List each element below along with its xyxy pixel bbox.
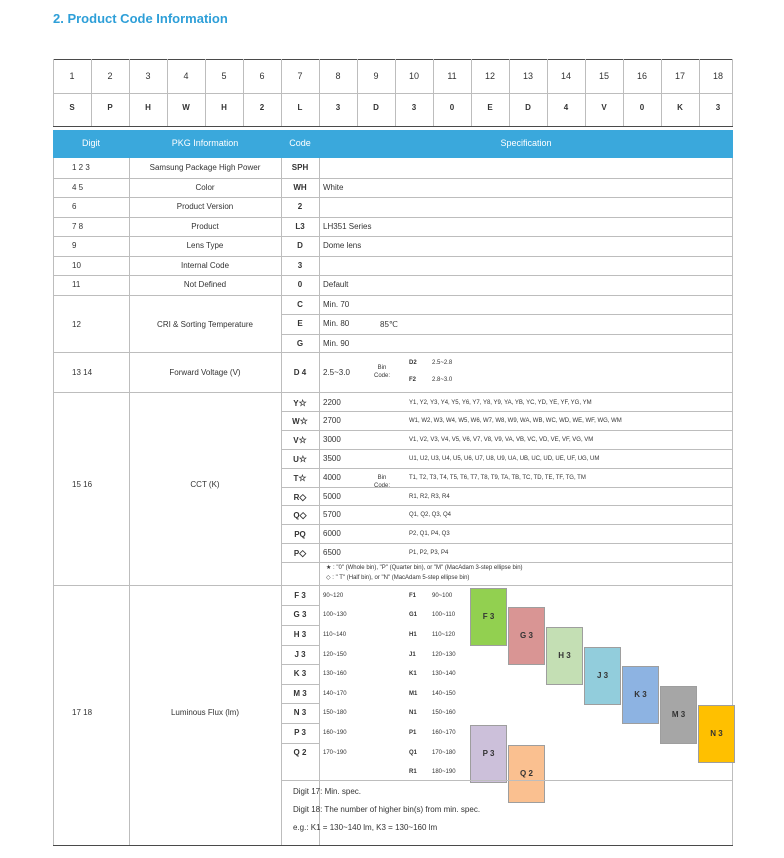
row-info: Samsung Package High Power: [149, 163, 261, 172]
flux-bin: P1: [409, 729, 417, 736]
fv-code: D 4: [293, 367, 307, 377]
column-divider: [732, 178, 733, 198]
header-digit: Digit: [81, 138, 100, 148]
code-divider: [281, 723, 319, 724]
column-divider: [732, 295, 733, 353]
column-divider: [53, 295, 54, 353]
cct-code: [281, 530, 319, 539]
flux-bin-block: H 3: [546, 627, 583, 685]
column-divider: [585, 59, 586, 126]
position-number: 15: [598, 71, 609, 81]
code-letter: P: [107, 103, 113, 112]
flux-bin: K1: [409, 671, 417, 678]
row-code: 3: [297, 260, 303, 270]
flux-bin-block: K 3: [622, 666, 659, 724]
column-divider: [281, 275, 282, 295]
code-divider: [281, 664, 319, 665]
star-icon: ☆: [298, 453, 307, 464]
flux-bin: R1: [409, 769, 417, 776]
cct-bins: R1, R2, R3, R4: [409, 493, 450, 500]
column-divider: [281, 178, 282, 198]
flux-code: Q 2: [293, 747, 307, 757]
row-code: 0: [297, 280, 303, 289]
column-divider: [732, 59, 733, 126]
code-letter: D: [525, 103, 531, 112]
code-letter: 0: [639, 103, 645, 112]
row-info: Lens Type: [186, 241, 224, 250]
flux-bin-range: 100~110: [432, 612, 456, 619]
fv-bin-range: 2.8~3.0: [432, 376, 453, 383]
code-divider: [281, 314, 733, 315]
position-number: 14: [560, 71, 571, 81]
column-divider: [732, 275, 733, 295]
row-code: 2: [297, 202, 303, 211]
bin-code-label: Bin: [377, 474, 387, 481]
cct-code-letter: PQ: [294, 530, 306, 540]
cct-bins: V1, V2, V3, V4, V5, V6, V7, V8, V9, VA, VB, VC, VD, VE, VF, VG, VM: [409, 437, 594, 444]
code-divider: [281, 334, 733, 335]
code-letter: H: [221, 103, 227, 112]
flux-bin-block: M 3: [660, 686, 697, 744]
column-divider: [395, 59, 396, 126]
cri-spec: Min. 90: [323, 338, 350, 348]
fv-bin-code: D2: [409, 359, 417, 366]
code-divider: [281, 605, 319, 606]
cct-bins: U1, U2, U3, U4, U5, U6, U7, U8, U9, UA, UB, UC, UD, UE, UF, UG, UM: [409, 455, 600, 462]
column-divider: [433, 59, 434, 126]
cct-code-letter: R: [293, 492, 300, 502]
code-letter: 3: [715, 103, 721, 112]
position-number: 4: [183, 71, 189, 81]
section-title: 2. Product Code Information: [53, 11, 228, 26]
cct-code: [281, 436, 319, 445]
code-divider: [281, 625, 319, 626]
row-divider: [53, 126, 733, 127]
row-info: Not Defined: [183, 280, 227, 289]
diamond-icon: ◇: [299, 491, 307, 502]
column-divider: [319, 275, 320, 295]
row-code: L3: [295, 221, 305, 231]
code-divider: [281, 645, 319, 646]
position-number: 5: [221, 71, 227, 81]
column-divider: [319, 295, 320, 353]
cct-value: 3500: [323, 453, 341, 463]
flux-range: 100~130: [323, 612, 347, 619]
row-digit: 9: [72, 241, 77, 250]
column-divider: [281, 256, 282, 276]
code-letter: L: [297, 103, 303, 112]
flux-note: e.g.: K1 = 130~140 lm, K3 = 130~160 lm: [293, 822, 438, 832]
cct-value: 3000: [323, 435, 341, 445]
position-number: 10: [408, 71, 419, 81]
column-divider: [319, 393, 320, 586]
column-divider: [281, 59, 282, 126]
position-number: 16: [636, 71, 647, 81]
cct-bins: Y1, Y2, Y3, Y4, Y5, Y6, Y7, Y8, Y9, YA, YB, YC, YD, YE, YF, YG, YM: [409, 399, 592, 406]
column-divider: [319, 178, 320, 198]
star-icon: ☆: [298, 397, 307, 408]
cct-code-letter: T: [293, 473, 299, 483]
column-divider: [129, 158, 130, 178]
code-letter: 3: [335, 103, 341, 112]
column-divider: [129, 197, 130, 217]
star-icon: ☆: [298, 472, 307, 483]
row-code: D: [297, 241, 303, 250]
column-divider: [281, 197, 282, 217]
position-number: 1: [69, 71, 75, 81]
table-bottom-border: [53, 845, 733, 846]
bin-code-label: Bin: [377, 364, 387, 371]
column-divider: [732, 158, 733, 178]
cri-spec: Min. 70: [323, 299, 350, 309]
row-divider: [53, 236, 733, 237]
flux-bin-range: 150~160: [432, 710, 456, 717]
cct-code: [281, 549, 319, 558]
column-divider: [129, 256, 130, 276]
row-spec: Default: [323, 280, 349, 289]
cct-bins: Q1, Q2, Q3, Q4: [409, 512, 452, 519]
flux-bin: H1: [409, 631, 417, 638]
column-divider: [319, 197, 320, 217]
flux-range: 110~140: [323, 631, 347, 638]
column-divider: [53, 178, 54, 198]
cct-value: 2200: [323, 397, 341, 407]
cct-code-letter: Y: [293, 398, 299, 408]
code-divider: [281, 430, 733, 431]
column-divider: [623, 59, 624, 126]
flux-code: K 3: [293, 669, 307, 679]
flux-code: H 3: [293, 629, 307, 639]
row-digit: 1 2 3: [72, 163, 90, 172]
position-number: 17: [674, 71, 685, 81]
position-number: 9: [373, 71, 379, 81]
flux-bin: M1: [409, 690, 418, 697]
column-divider: [732, 353, 733, 393]
flux-bin-range: 120~130: [432, 651, 456, 658]
code-letter: 4: [563, 103, 569, 112]
position-number: 11: [447, 71, 457, 81]
row-info: Product: [191, 221, 219, 231]
row-divider: [53, 256, 733, 257]
column-divider: [281, 217, 282, 237]
row-spec: Dome lens: [323, 241, 362, 250]
column-divider: [732, 393, 733, 586]
cct-value: 6000: [323, 529, 341, 539]
row-code: SPH: [291, 163, 309, 172]
cri-info: CRI & Sorting Temperature: [157, 319, 253, 329]
fv-bin-code: F2: [409, 376, 417, 383]
row-spec: White: [323, 182, 344, 192]
bin-code-label: Code:: [373, 372, 390, 379]
flux-bin: N1: [409, 710, 417, 717]
cct-value: 6500: [323, 547, 341, 557]
column-divider: [732, 256, 733, 276]
row-digit: 4 5: [72, 182, 84, 192]
row-divider: [53, 197, 733, 198]
cct-value: 4000: [323, 472, 341, 482]
code-divider: [281, 411, 733, 412]
row-info: Internal Code: [180, 260, 230, 270]
flux-digit: 17 18: [72, 707, 93, 717]
position-number: 3: [145, 71, 151, 81]
code-letter: 0: [449, 103, 455, 112]
flux-bin-block: F 3: [470, 588, 507, 646]
cct-value: 5000: [323, 491, 341, 501]
cct-code-letter: P: [293, 548, 300, 558]
header-specification: Specification: [500, 138, 552, 148]
flux-note: Digit 18: The number of higher bin(s) from min. spec.: [293, 804, 481, 814]
row-divider: [53, 295, 733, 296]
cct-info: CCT (K): [190, 479, 220, 489]
flux-bin-block: N 3: [698, 705, 735, 763]
flux-range: 120~150: [323, 651, 347, 658]
code-divider: [281, 505, 733, 506]
code-letter: E: [487, 103, 493, 112]
flux-note: Digit 17: Min. spec.: [293, 786, 362, 796]
cct-bins: P1, P2, P3, P4: [409, 549, 449, 556]
flux-code: F 3: [294, 590, 306, 600]
column-divider: [129, 217, 130, 237]
flux-bin-block: P 3: [470, 725, 507, 783]
column-divider: [732, 197, 733, 217]
row-code: WH: [293, 182, 307, 192]
column-divider: [319, 353, 320, 393]
flux-bin-range: 110~120: [432, 631, 456, 638]
star-icon: ☆: [298, 435, 307, 446]
star-icon: ☆: [299, 416, 308, 427]
column-divider: [53, 275, 54, 295]
position-number: 12: [484, 71, 495, 81]
column-divider: [319, 217, 320, 237]
cct-code: [281, 417, 319, 426]
code-divider: [281, 524, 733, 525]
code-divider: [281, 743, 319, 744]
cct-note: ◇ : " T" (Half bin), or "N" (MacAdam 5-step ellipse bin): [326, 574, 470, 581]
code-divider: [281, 562, 733, 563]
code-divider: [281, 487, 733, 488]
column-divider: [129, 393, 130, 586]
column-divider: [129, 178, 130, 198]
flux-bin-block: J 3: [584, 647, 621, 705]
column-divider: [661, 59, 662, 126]
flux-code: N 3: [293, 708, 307, 718]
column-divider: [129, 59, 130, 126]
flux-code: P 3: [294, 727, 306, 737]
cct-code: [281, 474, 319, 483]
fv-digit: 13 14: [72, 367, 93, 377]
cct-digit: 15 16: [72, 479, 93, 489]
diamond-icon: ◇: [299, 547, 307, 558]
code-divider: [281, 449, 733, 450]
row-digit: 7 8: [72, 221, 84, 231]
position-number: 13: [522, 71, 533, 81]
row-divider: [53, 585, 733, 586]
cri-code: C: [297, 299, 303, 309]
flux-bin-range: 170~180: [432, 749, 456, 756]
column-divider: [471, 59, 472, 126]
header-code: Code: [289, 138, 311, 148]
table-top-border: [53, 59, 733, 60]
flux-code: J 3: [294, 649, 306, 659]
cct-code-letter: W: [292, 417, 300, 427]
column-divider: [53, 197, 54, 217]
column-divider: [509, 59, 510, 126]
flux-range: 160~190: [323, 729, 347, 736]
cct-code-letter: Q: [293, 511, 300, 521]
column-divider: [319, 256, 320, 276]
column-divider: [129, 236, 130, 256]
row-digit: 10: [72, 260, 81, 270]
column-divider: [281, 158, 282, 178]
cct-code-letter: V: [293, 436, 299, 446]
column-divider: [53, 256, 54, 276]
row-digit: 11: [72, 280, 81, 289]
column-divider: [319, 236, 320, 256]
row-divider: [53, 275, 733, 276]
column-divider: [167, 59, 168, 126]
row-info: Product Version: [176, 202, 234, 211]
position-number: 8: [335, 71, 341, 81]
flux-range: 140~170: [323, 690, 347, 697]
position-number: 2: [107, 71, 113, 81]
flux-bin: Q1: [409, 749, 418, 756]
column-divider: [243, 59, 244, 126]
position-number: 7: [297, 71, 303, 81]
flux-bin: F1: [409, 592, 417, 599]
bin-code-label: Code:: [373, 482, 390, 489]
column-divider: [53, 353, 54, 393]
position-number: 6: [259, 71, 265, 81]
column-divider: [547, 59, 548, 126]
flux-range: 130~160: [323, 671, 347, 678]
flux-code: G 3: [293, 610, 307, 620]
flux-info: Luminous Flux (lm): [170, 707, 239, 717]
column-divider: [319, 158, 320, 178]
column-divider: [53, 393, 54, 586]
column-divider: [319, 59, 320, 126]
cri-temp: 85℃: [380, 319, 398, 329]
header-pkg-info: PKG Information: [171, 138, 239, 148]
column-divider: [699, 59, 700, 126]
cct-bins: P2, Q1, P4, Q3: [409, 531, 450, 538]
flux-bin-block: Q 2: [508, 745, 545, 803]
flux-bin-range: 160~170: [432, 729, 456, 736]
column-divider: [357, 59, 358, 126]
flux-range: 170~190: [323, 749, 347, 756]
row-divider: [53, 217, 733, 218]
cct-code: [281, 455, 319, 464]
column-divider: [205, 59, 206, 126]
cri-code: G: [296, 338, 304, 348]
row-divider: [53, 352, 733, 353]
column-divider: [281, 236, 282, 256]
flux-bin-block: G 3: [508, 607, 545, 665]
cct-value: 5700: [323, 510, 341, 520]
cct-bins: W1, W2, W3, W4, W5, W6, W7, W8, W9, WA, WB, WC, WD, WE, WF, WG, WM: [409, 418, 622, 425]
column-divider: [732, 217, 733, 237]
column-divider: [53, 217, 54, 237]
position-number: 18: [712, 71, 723, 81]
column-divider: [129, 275, 130, 295]
row-info: Color: [195, 182, 215, 192]
flux-bin-range: 180~190: [432, 769, 456, 776]
flux-code: M 3: [293, 688, 307, 698]
code-letter: V: [601, 103, 607, 112]
code-divider: [281, 543, 733, 544]
row-divider: [53, 178, 733, 179]
row-spec: LH351 Series: [323, 221, 372, 231]
column-divider: [53, 236, 54, 256]
cct-note: ★ : "0" (Whole bin), "P" (Quarter bin), or "M" (MacAdam 3-step ellipse bin): [326, 564, 523, 571]
cct-code: [281, 493, 319, 502]
notes-divider: [281, 780, 733, 781]
cct-bins: T1, T2, T3, T4, T5, T6, T7, T8, T9, TA, TB, TC, TD, TE, TF, TG, TM: [409, 474, 586, 481]
cct-code-letter: U: [293, 454, 299, 464]
code-letter: W: [182, 103, 190, 112]
row-divider: [53, 93, 733, 94]
flux-bin: G1: [409, 612, 418, 619]
column-divider: [91, 59, 92, 126]
cri-spec: Min. 80: [323, 319, 350, 328]
cct-code: [281, 399, 319, 408]
code-letter: 3: [411, 103, 417, 112]
cct-code: [281, 511, 319, 520]
cri-digit: 12: [72, 319, 81, 329]
flux-range: 150~180: [323, 710, 347, 717]
column-divider: [53, 158, 54, 178]
fv-spec: 2.5~3.0: [323, 367, 350, 377]
column-divider: [732, 236, 733, 256]
code-divider: [281, 468, 733, 469]
cct-value: 2700: [323, 416, 341, 426]
code-letter: H: [145, 103, 151, 112]
fv-info: Forward Voltage (V): [169, 367, 241, 377]
code-letter: 2: [259, 103, 265, 112]
fv-bin-range: 2.5~2.8: [432, 359, 453, 366]
code-divider: [281, 684, 319, 685]
code-letter: D: [373, 103, 379, 112]
row-divider: [53, 392, 733, 393]
flux-bin-range: 130~140: [432, 671, 456, 678]
column-divider: [53, 586, 54, 845]
flux-bin: J1: [409, 651, 416, 658]
flux-bin-range: 140~150: [432, 690, 456, 697]
diamond-icon: ◇: [299, 510, 307, 521]
flux-range: 90~120: [323, 592, 344, 599]
flux-bin-range: 90~100: [432, 592, 453, 599]
code-letter: S: [69, 103, 75, 112]
row-digit: 6: [72, 202, 77, 211]
code-divider: [281, 703, 319, 704]
cri-code: E: [297, 319, 303, 328]
column-divider: [53, 59, 54, 126]
code-letter: K: [677, 103, 683, 112]
